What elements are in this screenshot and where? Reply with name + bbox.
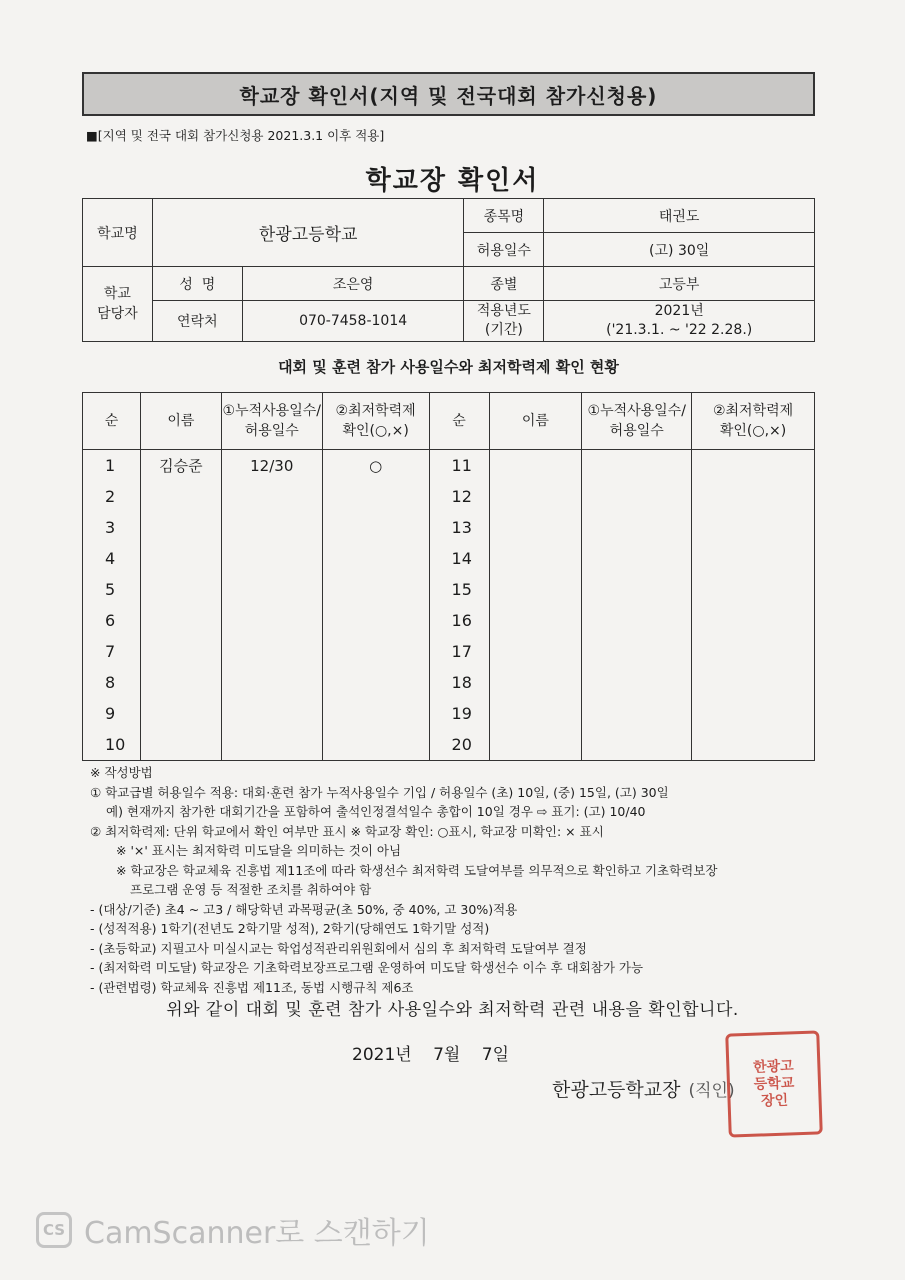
cell-no: 2 — [83, 481, 141, 512]
cell-name — [489, 574, 582, 605]
period-label: 적용년도 (기간) — [464, 301, 544, 342]
table-row — [83, 450, 815, 482]
cell-no: 6 — [83, 605, 141, 636]
school-info-table — [82, 198, 815, 342]
cell-check — [692, 698, 815, 729]
note-line: ※ '×' 표시는 최저학력 미도달을 의미하는 것이 아님 — [116, 843, 402, 858]
cell-name — [140, 667, 221, 698]
scanner-watermark — [36, 1208, 430, 1252]
cell-days — [582, 667, 692, 698]
cell-name — [489, 512, 582, 543]
cell-no: 7 — [83, 636, 141, 667]
division-value: 고등부 — [544, 267, 815, 301]
watermark-text: CamScanner로 스캔하기 — [84, 1216, 430, 1251]
cell-check — [692, 574, 815, 605]
cell-days — [582, 481, 692, 512]
header-no: 순 — [83, 393, 141, 450]
cell-days — [582, 605, 692, 636]
cell-days — [582, 574, 692, 605]
staff-label: 학교 담당자 — [83, 267, 153, 342]
cell-check — [692, 667, 815, 698]
header-days: ①누적사용일수/ 허용일수 — [221, 393, 322, 450]
cell-check — [322, 729, 429, 761]
cell-days — [582, 729, 692, 761]
note-line: ※ 작성방법 — [90, 765, 153, 780]
sport-value: 태권도 — [544, 199, 815, 233]
cell-no: 20 — [429, 729, 489, 761]
cell-days — [221, 698, 322, 729]
official-seal-stamp: 한광고 등학교 장인 — [725, 1030, 823, 1137]
table-row — [83, 667, 815, 698]
cell-name: 김승준 — [140, 450, 221, 482]
cell-check — [692, 543, 815, 574]
division-label: 종별 — [464, 267, 544, 301]
note-line: - (성적적용) 1학기(전년도 2학기말 성적), 2학기(당해연도 1학기말 성적) — [90, 921, 490, 936]
cell-days: 12/30 — [221, 450, 322, 482]
school-name-value: 한광고등학교 — [152, 199, 464, 267]
header-name: 이름 — [489, 393, 582, 450]
camscanner-logo-icon: CS — [36, 1212, 72, 1248]
cell-name — [489, 667, 582, 698]
table-row — [83, 574, 815, 605]
cell-no: 1 — [83, 450, 141, 482]
cell-name — [140, 543, 221, 574]
applicability-note: ■[지역 및 전국 대회 참가신청용 2021.3.1 이후 적용] — [86, 128, 385, 143]
note-line: ① 학교급별 허용일수 적용: 대회·훈련 참가 누적사용일수 기입 / 허용일수 (초) 10일, (중) 15일, (고) 30일 — [90, 784, 669, 800]
date-day: 7일 — [481, 1045, 509, 1065]
contact-label: 연락처 — [152, 301, 242, 342]
cell-no: 8 — [83, 667, 141, 698]
cell-no: 18 — [429, 667, 489, 698]
cell-days — [221, 605, 322, 636]
sport-label: 종목명 — [464, 199, 544, 233]
cell-no: 17 — [429, 636, 489, 667]
note-line: - (대상/기준) 초4 ~ 고3 / 해당학년 과목평균(초 50%, 중 40%, 고 30%)적용 — [90, 901, 518, 917]
seal-mark-text: (직인) — [688, 1081, 735, 1101]
cell-days — [582, 543, 692, 574]
cell-days — [221, 729, 322, 761]
cell-name — [140, 605, 221, 636]
cell-days — [221, 636, 322, 667]
note-line: - (초등학교) 지필고사 미실시교는 학업성적관리위원회에서 심의 후 최저학력 도달여부 결정 — [90, 940, 587, 956]
cell-days — [221, 481, 322, 512]
athlete-roster-table — [82, 392, 815, 761]
note-line: ② 최저학력제: 단위 학교에서 확인 여부만 표시 ※ 학교장 확인: ○표시, 학교장 미확인: × 표시 — [90, 823, 604, 839]
cell-no: 12 — [429, 481, 489, 512]
cell-check: ○ — [322, 450, 429, 482]
period-value: 2021년 ('21.3.1. ~ '22 2.28.) — [544, 301, 815, 342]
cell-name — [140, 729, 221, 761]
cell-days — [582, 636, 692, 667]
allowed-days-value: (고) 30일 — [544, 233, 815, 267]
cell-days — [582, 512, 692, 543]
school-name-label: 학교명 — [83, 199, 153, 267]
cell-no: 9 — [83, 698, 141, 729]
contact-value: 070-7458-1014 — [242, 301, 464, 342]
document-title: 학교장 확인서 — [365, 166, 540, 196]
cell-days — [221, 574, 322, 605]
table-row — [83, 698, 815, 729]
cell-no: 11 — [429, 450, 489, 482]
cell-check — [692, 636, 815, 667]
cell-check — [322, 636, 429, 667]
header-check: ②최저학력제 확인(○,×) — [692, 393, 815, 450]
staff-name-value: 조은영 — [242, 267, 464, 301]
note-line: - (관련법령) 학교체육 진흥법 제11조, 동법 시행규칙 제6조 — [90, 979, 414, 995]
cell-name — [489, 543, 582, 574]
cell-name — [489, 481, 582, 512]
cell-days — [221, 543, 322, 574]
cell-no: 15 — [429, 574, 489, 605]
header-days: ①누적사용일수/ 허용일수 — [582, 393, 692, 450]
table-row — [83, 605, 815, 636]
cell-name — [140, 636, 221, 667]
table-row — [83, 512, 815, 543]
cell-check — [322, 698, 429, 729]
cell-no: 19 — [429, 698, 489, 729]
note-line: 예) 현재까지 참가한 대회기간을 포함하여 출석인정결석일수 총합이 10일 경우 ⇨ 표기: (고) 10/40 — [106, 804, 646, 819]
cell-name — [140, 512, 221, 543]
staff-name-label: 성 명 — [152, 267, 242, 301]
cell-check — [322, 605, 429, 636]
date-year: 2021년 — [352, 1045, 412, 1065]
cell-name — [140, 698, 221, 729]
cell-check — [692, 512, 815, 543]
section-title: 대회 및 훈련 참가 사용일수와 최저학력제 확인 현황 — [278, 358, 619, 376]
cell-check — [322, 667, 429, 698]
cell-days — [221, 667, 322, 698]
cell-name — [489, 729, 582, 761]
cell-days — [582, 698, 692, 729]
cell-check — [692, 605, 815, 636]
cell-name — [140, 481, 221, 512]
confirmation-statement: 위와 같이 대회 및 훈련 참가 사용일수와 최저학력 관련 내용을 확인합니다. — [166, 1000, 739, 1020]
cell-name — [489, 636, 582, 667]
cell-name — [489, 605, 582, 636]
cell-name — [489, 698, 582, 729]
signer-line — [552, 1075, 735, 1102]
cell-check — [322, 543, 429, 574]
table-row — [83, 481, 815, 512]
cell-check — [322, 481, 429, 512]
signer-name: 한광고등학교장 — [552, 1079, 681, 1101]
issue-date — [352, 1040, 509, 1065]
cell-no: 3 — [83, 512, 141, 543]
cell-days — [221, 512, 322, 543]
header-check: ②최저학력제 확인(○,×) — [322, 393, 429, 450]
header-no: 순 — [429, 393, 489, 450]
cell-check — [692, 481, 815, 512]
cell-name — [489, 450, 582, 482]
date-month: 7월 — [433, 1045, 461, 1065]
instructions-notes — [90, 763, 820, 997]
note-line: - (최저학력 미도달) 학교장은 기초학력보장프로그램 운영하여 미도달 학생선수 이수 후 대회참가 가능 — [90, 960, 644, 975]
cell-name — [140, 574, 221, 605]
cell-check — [692, 450, 815, 482]
cell-days — [582, 450, 692, 482]
cell-no: 13 — [429, 512, 489, 543]
cell-no: 5 — [83, 574, 141, 605]
cell-check — [692, 729, 815, 761]
cell-no: 4 — [83, 543, 141, 574]
cell-no: 14 — [429, 543, 489, 574]
table-row — [83, 729, 815, 761]
form-banner-title: 학교장 확인서(지역 및 전국대회 참가신청용) — [82, 72, 815, 116]
allowed-days-label: 허용일수 — [464, 233, 544, 267]
cell-check — [322, 574, 429, 605]
cell-no: 10 — [83, 729, 141, 761]
cell-no: 16 — [429, 605, 489, 636]
note-line: 프로그램 운영 등 적절한 조치를 취하여야 함 — [130, 882, 372, 897]
note-line: ※ 학교장은 학교체육 진흥법 제11조에 따라 학생선수 최저학력 도달여부를 의무적으로 확인하고 기초학력보장 — [116, 862, 718, 878]
table-row — [83, 543, 815, 574]
cell-check — [322, 512, 429, 543]
table-row — [83, 636, 815, 667]
header-name: 이름 — [140, 393, 221, 450]
